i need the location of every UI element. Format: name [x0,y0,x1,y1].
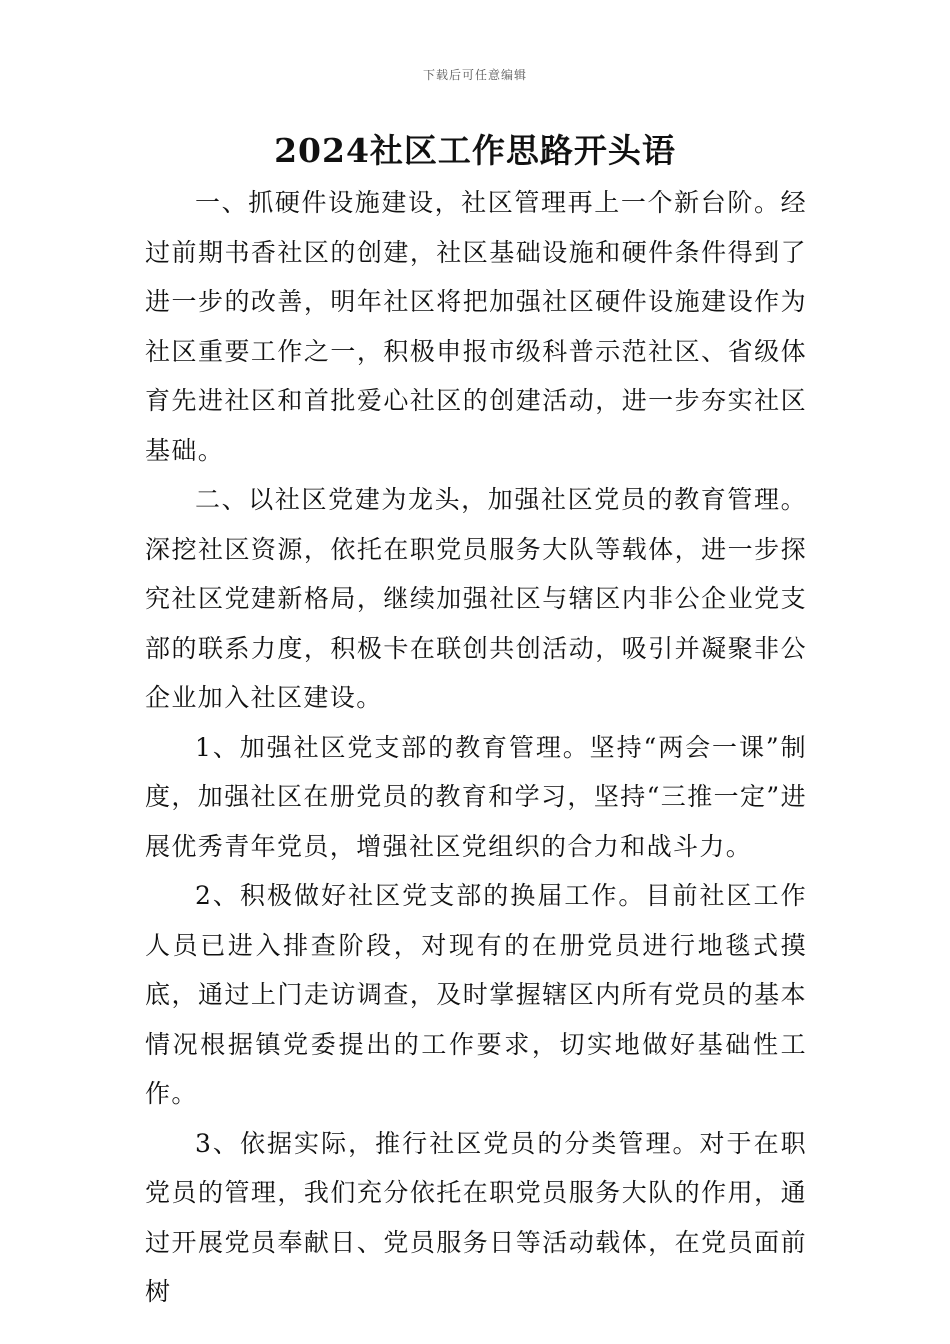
paragraph-4: 2、积极做好社区党支部的换届工作。目前社区工作人员已进入排查阶段，对现有的在册党员进行地毯式摸底，通过上门走访调查，及时掌握辖区内所有党员的基本情况根据镇党委提出的工作要求，切实地做好基础性工作。 [145,881,807,1108]
paragraph-5: 3、依据实际，推行社区党员的分类管理。对于在职党员的管理，我们充分依托在职党员服务大队的作用，通过开展党员奉献日、党员服务日等活动载体，在党员面前树 [145,1128,807,1306]
paragraph-1: 一、抓硬件设施建设，社区管理再上一个新台阶。经过前期书香社区的创建，社区基础设施和硬件条件得到了进一步的改善，明年社区将把加强社区硬件设施建设作为社区重要工作之一，积极申报市级科普示范社区、省级体育先进社区和首批爱心社区的创建活动，进一步夯实社区基础。 [145,188,807,465]
paragraph-3: 1、加强社区党支部的教育管理。坚持“两会一课”制度，加强社区在册党员的教育和学习，坚持“三推一定”进展优秀青年党员，增强社区党组织的合力和战斗力。 [145,732,807,861]
paragraph-2: 二、以社区党建为龙头，加强社区党员的教育管理。深挖社区资源，依托在职党员服务大队等载体，进一步探究社区党建新格局，继续加强社区与辖区内非公企业党支部的联系力度，积极卡在联创共创活动，吸引并凝聚非公企业加入社区建设。 [145,485,807,712]
document-body [145,178,807,1317]
header-note: 下载后可任意编辑 [422,68,527,82]
document-title: 2024社区工作思路开头语 [274,131,676,170]
